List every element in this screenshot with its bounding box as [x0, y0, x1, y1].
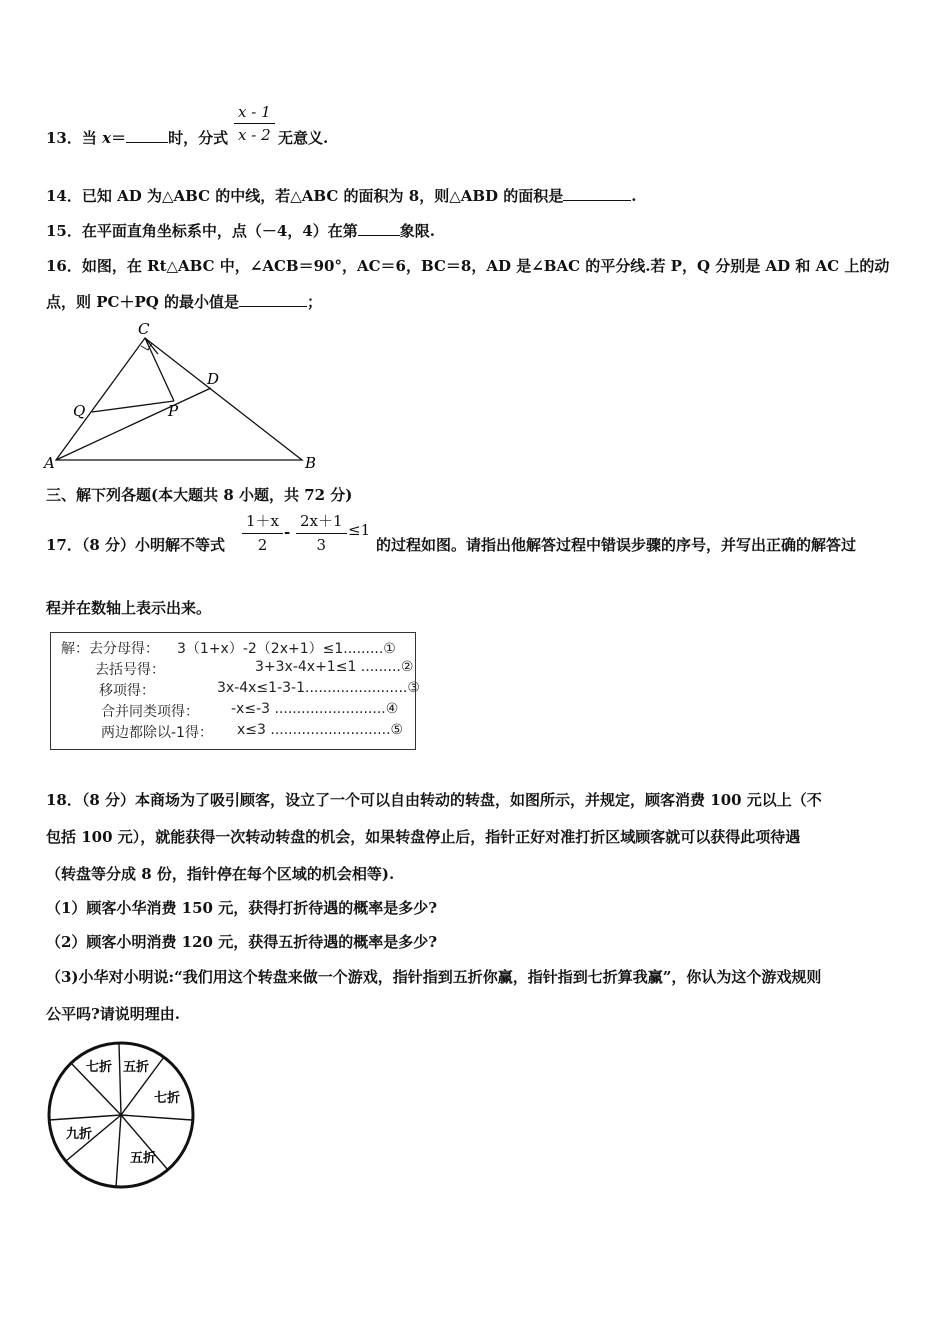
question-16-line1: 16．如图，在 Rt△ABC 中，∠ACB＝90°，AC＝6，BC＝8，AD 是∠BAC 的平分线.若 P，Q 分别是 AD 和 AC 上的动 — [46, 257, 890, 275]
minus-sign: - — [284, 523, 291, 541]
step-3-expr: 3x-4x≤1-3-1.......................③ — [217, 680, 420, 696]
question-18-sub3-line2: 公平吗?请说明理由. — [46, 1005, 181, 1023]
wheel-divider — [119, 1043, 121, 1115]
triangle-figure — [40, 318, 330, 476]
question-15: 15．在平面直角坐标系中，点（－4，4）在第 象限. — [46, 222, 435, 240]
label-c: C — [138, 320, 150, 338]
wheel-label-seven-right: 七折 — [154, 1091, 181, 1106]
step-5-label: 两边都除以-1得： — [101, 725, 213, 741]
fraction-2x-plus-1-over-3: 2x＋1 3 — [296, 510, 347, 554]
triangle-abc — [56, 338, 302, 460]
question-17-suffix: 的过程如图。请指出他解答过程中错误步骤的序号，并写出正确的解答过 — [376, 536, 857, 554]
label-p: P — [168, 402, 179, 420]
wheel-divider — [116, 1115, 121, 1187]
label-a: A — [44, 454, 55, 472]
wheel-divider — [49, 1115, 121, 1120]
section-3-title: 三、解下列各题(本大题共 8 小题，共 72 分) — [46, 486, 353, 504]
step-4-expr: -x≤-3 .........................④ — [231, 701, 399, 717]
question-17: 17．（8 分）小明解不等式 — [46, 536, 226, 554]
label-b: B — [305, 454, 317, 472]
wheel-divider — [121, 1115, 192, 1120]
answer-blank[interactable] — [126, 128, 168, 143]
step-1-label: 解：去分母得： — [61, 641, 159, 657]
question-16-line2: 点，则 PC＋PQ 的最小值是 ； — [46, 293, 323, 311]
question-18-line3: （转盘等分成 8 份，指针停在每个区域的机会相等). — [46, 865, 395, 883]
answer-blank[interactable] — [358, 221, 400, 236]
wheel-label-five-bottom: 五折 — [130, 1151, 157, 1166]
step-3-label: 移项得： — [99, 683, 155, 699]
step-2-expr: 3+3x-4x+1≤1 .........② — [255, 659, 414, 675]
wheel-label-nine: 九折 — [66, 1127, 93, 1142]
step-4-label: 合并同类项得： — [101, 704, 199, 720]
question-13-suffix: 无意义. — [278, 129, 329, 147]
question-18-sub3-line1: （3)小华对小明说:“我们用这个转盘来做一个游戏，指针指到五折你赢，指针指到七折算我赢”，你认为这个游戏规则 — [46, 968, 822, 986]
step-5-expr: x≤3 ...........................⑤ — [237, 722, 404, 738]
question-13: 13．当 x＝ 时，分式 — [46, 129, 229, 147]
label-q: Q — [73, 402, 86, 420]
answer-blank[interactable] — [563, 186, 631, 201]
question-18-line1: 18．（8 分）本商场为了吸引顾客，设立了一个可以自由转动的转盘，如图所示，并规定，顾客消费 100 元以上（不 — [46, 791, 822, 809]
spinner-wheel — [46, 1040, 196, 1190]
wheel-label-five-top: 五折 — [123, 1060, 150, 1075]
fraction-1-plus-x-over-2: 1＋x 2 — [242, 510, 283, 554]
answer-blank[interactable] — [239, 292, 307, 307]
question-17-line2: 程并在数轴上表示出来。 — [46, 599, 212, 617]
fraction-q13: x - 1 x - 2 — [234, 103, 275, 144]
question-18-sub1: （1）顾客小华消费 150 元，获得打折待遇的概率是多少? — [46, 899, 437, 917]
question-18-line2: 包括 100 元），就能获得一次转动转盘的机会，如果转盘停止后，指针正好对准打折区域顾客就可以获得此项待遇 — [46, 828, 801, 846]
step-1-expr: 3（1+x）-2（2x+1）≤1.........① — [177, 641, 396, 657]
solution-process-box — [50, 632, 420, 750]
step-2-label: 去括号得： — [95, 662, 165, 678]
question-14: 14．已知 AD 为△ABC 的中线，若△ABC 的面积为 8，则△ABD 的面积是 . — [46, 187, 637, 205]
label-d: D — [207, 370, 220, 388]
question-18-sub2: （2）顾客小明消费 120 元，获得五折待遇的概率是多少? — [46, 933, 437, 951]
inequality-relation: ≤1 — [348, 521, 371, 539]
segment-ad — [56, 388, 211, 460]
wheel-label-seven-top: 七折 — [86, 1060, 113, 1075]
